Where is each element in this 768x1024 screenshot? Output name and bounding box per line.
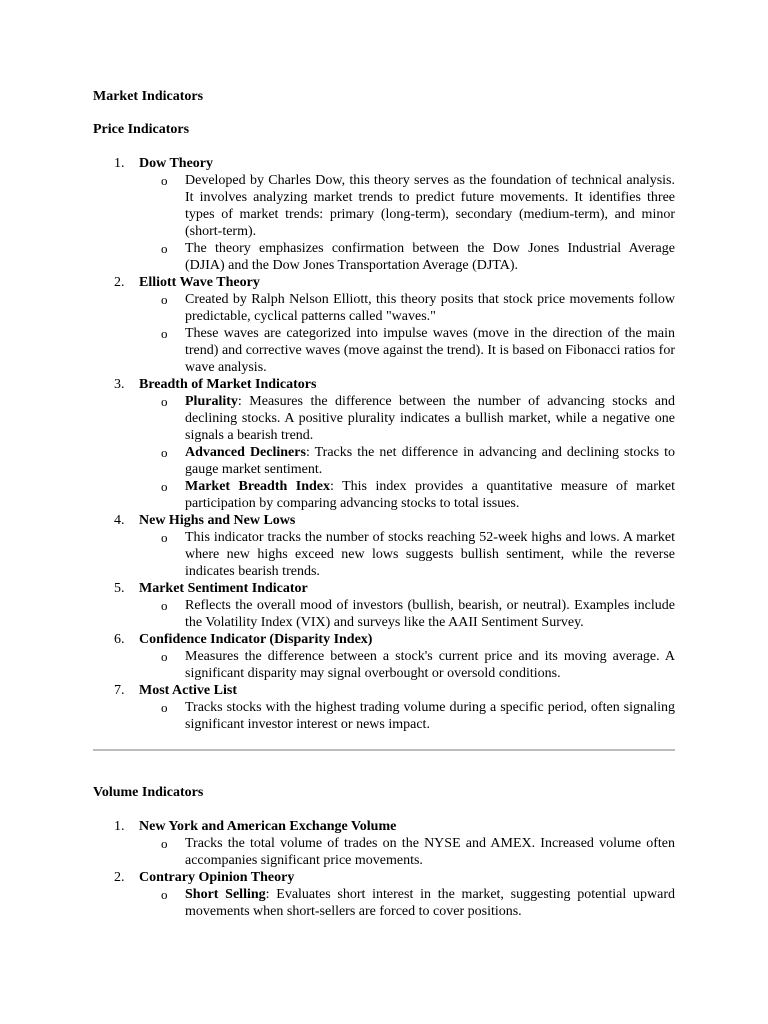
sub-list-item — [139, 648, 675, 682]
item-title: Market Sentiment Indicator — [139, 581, 308, 596]
list-item — [93, 376, 675, 512]
sub-list — [139, 835, 675, 869]
sub-list — [139, 886, 675, 920]
list-item — [93, 155, 675, 274]
item-title: New Highs and New Lows — [139, 513, 296, 528]
sub-list-item — [139, 699, 675, 733]
list-item — [93, 631, 675, 682]
item-number: 1. — [114, 156, 125, 171]
sub-list-item — [139, 886, 675, 920]
sub-list — [139, 393, 675, 512]
sub-item-term: Market Breadth Index — [185, 479, 330, 494]
sub-item-term: Plurality — [185, 394, 238, 409]
item-title: Elliott Wave Theory — [139, 275, 260, 290]
item-title: Most Active List — [139, 683, 237, 698]
circle-bullet-icon: o — [161, 530, 168, 545]
sub-list-item — [139, 597, 675, 631]
sub-list-item — [139, 835, 675, 869]
sub-item-text: : Tracks the net difference in advancing and declining stocks to gauge market sentiment. — [185, 445, 675, 477]
circle-bullet-icon: o — [161, 292, 168, 307]
item-number: 6. — [114, 632, 125, 647]
volume-indicators-heading: Volume Indicators — [93, 785, 204, 800]
sub-list-item — [139, 393, 675, 444]
list-item — [93, 512, 675, 580]
document-page — [93, 88, 675, 920]
circle-bullet-icon: o — [161, 700, 168, 715]
document-title: Market Indicators — [93, 89, 204, 104]
item-number: 4. — [114, 513, 125, 528]
circle-bullet-icon: o — [161, 479, 168, 494]
sub-list — [139, 597, 675, 631]
sub-item-text: : Measures the difference between the number of advancing stocks and declining stocks. A positive plurality indicates a bullish market, while a negative one signals a bearish trend. — [185, 394, 675, 443]
sub-list — [139, 529, 675, 580]
item-title: Contrary Opinion Theory — [139, 870, 295, 885]
item-title: Dow Theory — [139, 156, 214, 171]
sub-list-item — [139, 444, 675, 478]
list-item — [93, 682, 675, 733]
list-item — [93, 580, 675, 631]
sub-item-text: These waves are categorized into impulse waves (move in the direction of the main trend) and corrective waves (move against the trend). It is based on Fibonacci ratios for wave analysis. — [185, 326, 675, 375]
sub-item-text: Developed by Charles Dow, this theory serves as the foundation of technical analysis. It involves analyzing market trends to predict future movements. It identifies three types of market trends: primary (long-term), secondary (medium-term), and minor (short-term). — [185, 173, 675, 239]
circle-bullet-icon: o — [161, 394, 168, 409]
item-title: Breadth of Market Indicators — [139, 377, 317, 392]
item-number: 7. — [114, 683, 125, 698]
sub-list — [139, 172, 675, 274]
list-item — [93, 818, 675, 869]
item-number: 3. — [114, 377, 125, 392]
sub-item-text: Tracks stocks with the highest trading volume during a specific period, often signaling significant investor interest or news impact. — [185, 700, 675, 732]
circle-bullet-icon: o — [161, 598, 168, 613]
circle-bullet-icon: o — [161, 445, 168, 460]
sub-item-text: : This index provides a quantitative measure of market participation by comparing advancing stocks to total issues. — [185, 479, 675, 511]
circle-bullet-icon: o — [161, 836, 168, 851]
sub-list-item — [139, 172, 675, 240]
sub-list — [139, 699, 675, 733]
circle-bullet-icon: o — [161, 326, 168, 341]
sub-list-item — [139, 478, 675, 512]
item-number: 2. — [114, 870, 125, 885]
sub-list-item — [139, 240, 675, 274]
sub-item-text: : Evaluates short interest in the market, suggesting potential upward movements when short-sellers are forced to cover positions. — [185, 887, 675, 919]
circle-bullet-icon: o — [161, 241, 168, 256]
sub-item-text: Tracks the total volume of trades on the NYSE and AMEX. Increased volume often accompanies significant price movements. — [185, 836, 675, 868]
sub-item-text: Measures the difference between a stock's current price and its moving average. A significant disparity may signal overbought or oversold conditions. — [185, 649, 675, 681]
sub-list-item — [139, 529, 675, 580]
sub-list-item — [139, 291, 675, 325]
price-indicators-heading: Price Indicators — [93, 122, 190, 137]
item-number: 5. — [114, 581, 125, 596]
sub-item-term: Short Selling — [185, 887, 266, 902]
sub-list-item — [139, 325, 675, 376]
item-number: 2. — [114, 275, 125, 290]
sub-item-text: The theory emphasizes confirmation between the Dow Jones Industrial Average (DJIA) and the Dow Jones Transportation Average (DJTA). — [185, 241, 675, 273]
sub-list — [139, 648, 675, 682]
price-indicators-list — [93, 155, 675, 733]
list-item — [93, 274, 675, 376]
sub-item-text: Created by Ralph Nelson Elliott, this theory posits that stock price movements follow predictable, cyclical patterns called "waves." — [185, 292, 675, 324]
circle-bullet-icon: o — [161, 887, 168, 902]
volume-indicators-list — [93, 818, 675, 920]
circle-bullet-icon: o — [161, 173, 168, 188]
sub-item-term: Advanced Decliners — [185, 445, 306, 460]
item-title: New York and American Exchange Volume — [139, 819, 397, 834]
sub-item-text: Reflects the overall mood of investors (bullish, bearish, or neutral). Examples include the Volatility Index (VIX) and surveys like the AAII Sentiment Survey. — [185, 598, 675, 630]
item-number: 1. — [114, 819, 125, 834]
item-title: Confidence Indicator (Disparity Index) — [139, 632, 373, 647]
sub-item-text: This indicator tracks the number of stocks reaching 52-week highs and lows. A market where new highs exceed new lows suggests bullish sentiment, while the reverse indicates bearish trends. — [185, 530, 675, 579]
circle-bullet-icon: o — [161, 649, 168, 664]
sub-list — [139, 291, 675, 376]
list-item — [93, 869, 675, 920]
